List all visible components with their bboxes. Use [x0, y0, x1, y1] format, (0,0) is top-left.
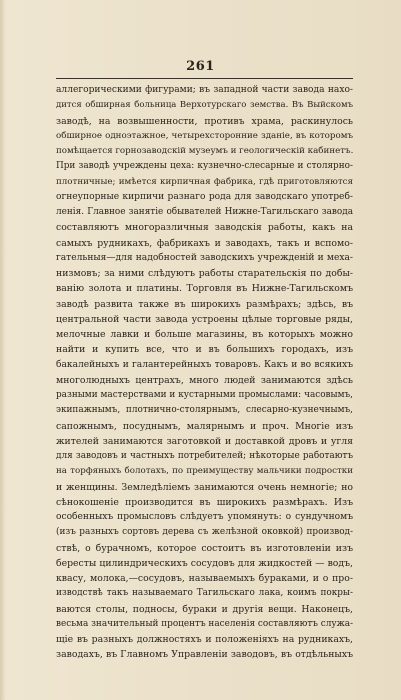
text-line: заводѣ, на возвышенности, противъ храма, раскинулось	[56, 115, 353, 127]
text-line: бересты цилиндрическихъ сосудовъ для жидкостей — водъ,	[56, 557, 353, 569]
text-line: сѣнокошеніе производится въ широкихъ размѣрахъ. Изъ	[56, 496, 353, 508]
text-line: экипажнымъ, плотнично-столярнымъ, слесарно-кузнечнымъ,	[56, 405, 353, 416]
text-line: заводѣ развита также въ широкихъ размѣрахъ; здѣсь, въ	[56, 298, 353, 310]
text-line: бакалейныхъ и галантерейныхъ товаровъ. Какъ и во всякихъ	[56, 359, 353, 370]
text-line: щіе въ разныхъ должностяхъ и положеніяхъ на рудникахъ,	[56, 634, 353, 645]
text-line: заводахъ, въ Главномъ Управленіи заводовъ, въ отдѣльныхъ	[56, 649, 353, 661]
text-line: аллегорическими фигурами; въ западной части завода нахо-	[56, 85, 353, 95]
text-line: изводствѣ такъ называемаго Тагильскаго лака, коимъ покры-	[56, 588, 353, 599]
text-line: ленія. Главное занятіе обывателей Нижне-Тагильскаго завода	[56, 207, 353, 217]
text-line: самыхъ рудникахъ, фабрикахъ и заводахъ, такъ и вспомо-	[56, 237, 353, 249]
text-line: мелочные лавки и больше магазины, въ которыхъ можно	[56, 329, 353, 340]
text-line: центральной части завода устроены цѣлые торговые ряды,	[56, 313, 353, 325]
text-line: (изъ разныхъ сортовъ дерева съ желѣзной оковкой) производ-	[56, 527, 353, 538]
text-line: квасу, молока,—сосудовъ, называемыхъ бураками, и о про-	[56, 573, 353, 584]
text-line: жителей занимаются заготовкой и доставкой дровъ и угля	[56, 435, 353, 447]
text-line: ванію золота и платины. Торговля въ Нижне-Тагильскомъ	[56, 283, 353, 295]
text-line: помѣщается горнозаводскій музеумъ и геологическій кабинетъ.	[56, 146, 353, 156]
page-number: 261	[186, 59, 215, 74]
text-line: найти и купить все, что и въ большихъ городахъ, изъ	[56, 344, 353, 356]
header-rule	[56, 78, 353, 79]
text-line: обширное одноэтажное, четырехсторонние зданіе, въ которомъ	[56, 130, 353, 141]
page-binding-edge	[0, 0, 6, 700]
text-line: многолюдныхъ центрахъ, много людей занимаются здѣсь	[56, 374, 353, 386]
body-text	[56, 83, 353, 663]
text-line: составляютъ многоразличныя заводскія работы, какъ на	[56, 222, 353, 234]
text-line: на торфяныхъ болотахъ, по преимуществу мальчики подростки	[56, 466, 353, 477]
text-line: для заводовъ и частныхъ потребителей; нѣкоторые работаютъ	[56, 451, 353, 461]
text-line: ствѣ, о бурачномъ, которое состоитъ въ изготовленіи изъ	[56, 542, 353, 554]
text-line: ваются столы, подносы, бураки и другія вещи. Наконецъ,	[56, 603, 353, 615]
text-line: гательныя—для надобностей заводскихъ учрежденій и меха-	[56, 252, 353, 263]
text-line: сапожнымъ, посуднымъ, малярнымъ и проч. Многіе изъ	[56, 420, 353, 432]
text-line: При заводѣ учреждены цеха: кузнечно-слесарные и столярно-	[56, 161, 353, 172]
text-line: огнеупорные кирпичи разнаго рода для заводскаго употреб-	[56, 191, 353, 202]
text-line: разными мастерствами и кустарными промыслами: часовымъ,	[56, 390, 353, 400]
text-line: дится обширная больница Верхотурскаго земства. Въ Выйскомъ	[56, 100, 353, 111]
text-line: и женщины. Земледѣліемъ занимаются очень немногіе; но	[56, 481, 353, 493]
text-line: плотничные; имѣется кирпичная фабрика, гдѣ приготовляются	[56, 176, 353, 187]
text-line: особенныхъ промысловъ слѣдуетъ упомянуть: о сундучномъ	[56, 512, 353, 522]
text-line: весьма значительный процентъ населенія составляютъ служа-	[56, 618, 353, 629]
text-line: низмовъ; за ними слѣдуютъ работы старательскія по добы-	[56, 268, 353, 279]
